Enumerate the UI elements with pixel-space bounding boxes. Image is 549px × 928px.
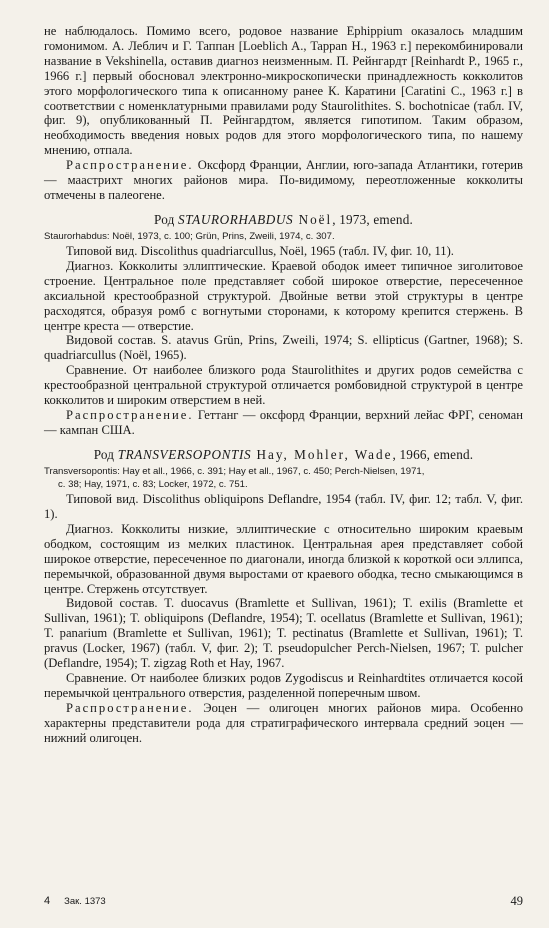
heading-prefix: Род <box>153 211 179 227</box>
paragraph-type-species <box>44 244 523 259</box>
comparison-text: От наиболее близких родов Zygodiscus и Reinhardtites отличается косой перемычкой центрального отверстия, разделенной поперечным швом. <box>44 670 523 700</box>
heading-suffix: , 1966, emend. <box>392 446 474 462</box>
distribution-text: Геттанг — оксфорд Франции, верхний лейас ФРГ, сеноман — кампан США. <box>44 407 523 437</box>
distribution-text: Оксфорд Франции, Англии, юго-запада Атлантики, готерив — маастрихт многих районов мира. По-видимому, переотложенные кокколиты отмечены в палеогене. <box>44 158 523 202</box>
order-number: Зак. 1373 <box>64 896 106 907</box>
type-species-label: Типовой вид. <box>66 243 138 258</box>
paragraph-distribution <box>44 701 523 746</box>
paragraph-comparison <box>44 671 523 701</box>
comparison-label: Сравнение. <box>66 363 127 378</box>
distribution-label: Распространение. <box>66 407 194 422</box>
genus-name: TRANSVERSOPONTIS <box>117 446 252 462</box>
section-vekshinella-end <box>44 24 523 203</box>
paragraph-diagnosis <box>44 522 523 597</box>
paragraph-species-composition <box>44 333 523 363</box>
paragraph-diagnosis <box>44 259 523 334</box>
synonymy: Transversopontis: Hay et all., 1966, с. 391; Hay et all., 1967, с. 450; Perch-Nielsen, 1971, <box>44 465 425 477</box>
page-number: 49 <box>510 894 523 908</box>
diagnosis-text: Кокколиты эллиптические. Краевой ободок имеет типичное зиголитовое строение. Центральное поле представляет собой широкое отверстие, пересеченное аксиальной крестообразной структурой. Двойные ветви этой структуры в центре расходятся, образуя ромб с вогнутыми сторонами, к которому крепится стержень. В центре креста — отверстие. <box>44 258 523 333</box>
heading-prefix: Род <box>93 446 118 462</box>
genus-author: Noël <box>293 211 333 227</box>
paragraph-type-species <box>44 492 523 522</box>
type-species-label: Типовой вид. <box>66 492 139 507</box>
section-genus-staurorhabdus <box>44 213 523 438</box>
species-label: Видовой состав. <box>66 596 158 611</box>
comparison-text: От наиболее близкого рода Staurolithites и других родов семейства с крестообразной центральной структурой отличается ромбовидной структурой в центре кокколитов и широким отверстием в ней. <box>44 363 523 408</box>
comparison-label: Сравнение. <box>66 670 127 685</box>
paragraph-distribution <box>44 408 523 438</box>
synonymy: Staurorhabdus: Noël, 1973, с. 100; Grün, Prins, Zweili, 1974, с. 307. <box>44 230 335 242</box>
paragraph-comparison <box>44 363 523 408</box>
genus-heading <box>44 448 523 463</box>
diagnosis-label: Диагноз. <box>66 521 114 536</box>
distribution-label: Распространение. <box>66 158 194 173</box>
type-species-text: Discolithus obliquipons Deflandre, 1954 (табл. IV, фиг. 12; табл. V, фиг. 1). <box>44 492 523 521</box>
diagnosis-text: Кокколиты низкие, эллиптические с относительно широким краевым ободком, состоящим из мелких пластинок. Центральная арея представляет собой широкое отверстие, пересеченное по диагонали, иногда близкой к короткой оси эллипса, перемычкой, образованной двумя выростами от краевого ободка, тесно смыкающимся в центре. Стержень отсутствует. <box>44 521 523 596</box>
paragraph-species-composition <box>44 596 523 671</box>
distribution-text: Эоцен — олигоцен многих районов мира. Особенно характерны представители рода для стратиграфического интервала средний эоцен — нижний олигоцен. <box>44 700 523 745</box>
paragraph-distribution <box>44 158 523 203</box>
genus-author: Hay, Mohler, Wade <box>251 446 393 462</box>
genus-name: STAURORHABDUS <box>178 211 294 227</box>
paragraph-nomenclature-history <box>44 24 523 158</box>
synonymy-continued: с. 38; Hay, 1971, с. 83; Locker, 1972, с. 751. <box>58 478 248 490</box>
nomenclature-text: не наблюдалось. Помимо всего, родовое название Ephippium оказалось младшим гомонимом. А. Леблич и Г. Таппан [Loeblich A., Tappan H., 1963 г.] перекомбинировали название в Vekshinella, оставив диагноз неизменным. П. Рейнгардт [Reinhardt P., 1965 г., 1966 г.] первый обосновал электронно-микроскопически принадлежность кокколитов этого морфологического типа к описанному ранее К. Каратини [Caratini C., 1963 г.] в соответствии с номенклатурными правилами роду Staurolithites. S. bochotnicae (табл. IV, фиг. 9), опубликованный П. Рейнгардтом, является гипотипом. Таким образом, необходимость введения новых родов для этого морфологического типа, по нашему мнению, отпала. <box>44 24 523 158</box>
type-species-text: Discolithus quadriarcullus, Noël, 1965 (табл. IV, фиг. 10, 11). <box>137 243 454 258</box>
genus-heading <box>44 213 523 228</box>
species-label: Видовой состав. <box>66 333 157 348</box>
distribution-label: Распространение. <box>66 700 194 715</box>
species-text: S. atavus Grün, Prins, Zweili, 1974; S. ellipticus (Gartner, 1968); S. quadriarcullus (Noël, 1965). <box>44 333 523 363</box>
sheet-number: 4 <box>44 895 51 907</box>
heading-suffix: , 1973, emend. <box>332 211 414 227</box>
species-text: T. duocavus (Bramlette et Sullivan, 1961); T. exilis (Bramlette et Sullivan, 1961); T. obliquipons (Deflandre, 1954); T. ocellatus (Bramlette et Sullivan, 1961); T. panarium (Bramlette et Sullivan, 1961); T. pectinatus (Bramlette et Sullivan, 1961); T. pravus (Locker, 1967) (табл. V, фиг. 2); T. pseudopulcher Perch-Nielsen, 1967; T. pulcher (Deflandre, 1954); T. zigzag Roth et Hay, 1967. <box>44 596 523 671</box>
section-genus-transversopontis <box>44 448 523 746</box>
printer-marks <box>44 894 120 910</box>
diagnosis-label: Диагноз. <box>66 258 114 273</box>
